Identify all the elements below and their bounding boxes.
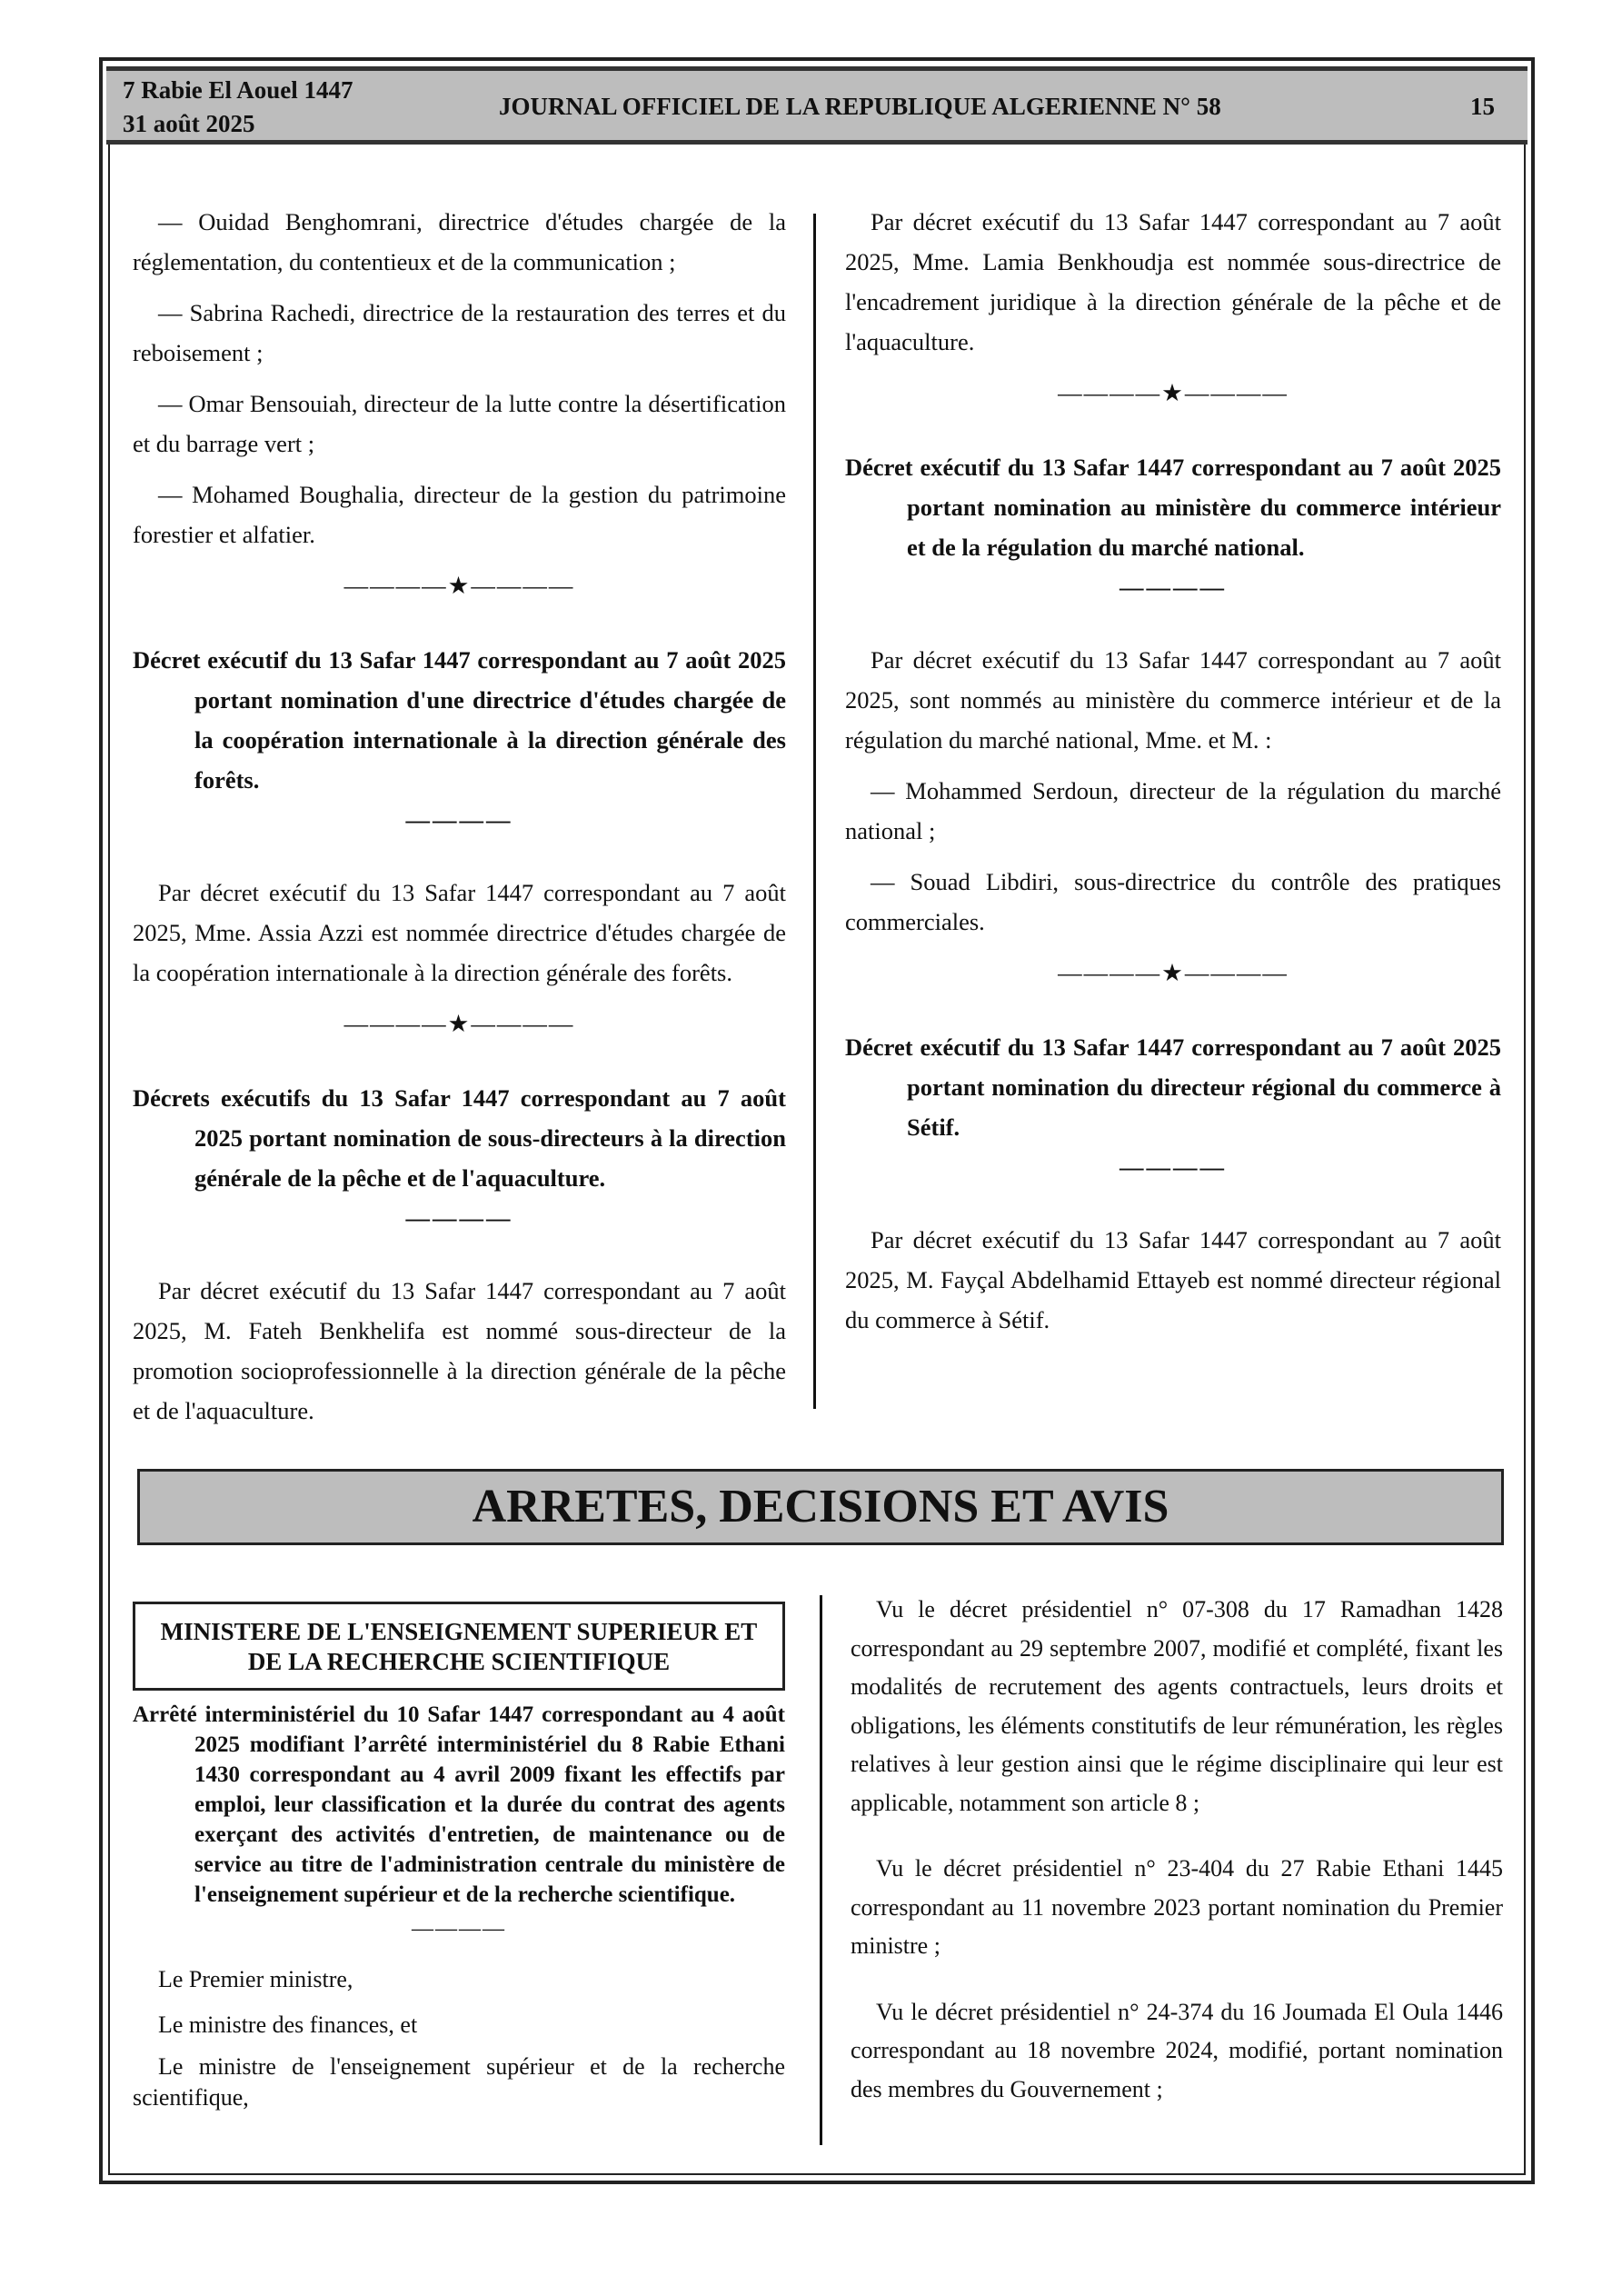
column-divider bbox=[813, 214, 816, 1409]
page-number: 15 bbox=[1470, 93, 1495, 120]
top-right-column bbox=[845, 202, 1501, 1351]
section-banner: ARRETES, DECISIONS ET AVIS bbox=[137, 1469, 1504, 1545]
separator: ———— bbox=[1119, 574, 1227, 601]
gregorian-date: 31 août 2025 bbox=[123, 110, 255, 137]
paragraph: Par décret exécutif du 13 Safar 1447 correspondant au 7 août 2025, M. Fateh Benkhelifa est nommé sous-directeur de la promotion socioprofessionnelle à la direction générale de la pêche et de l'aquaculture. bbox=[133, 1277, 786, 1424]
paragraph: Par décret exécutif du 13 Safar 1447 correspondant au 7 août 2025, sont nommés au ministère du commerce intérieur et de la régulation du marché national, Mme. et M. : bbox=[845, 646, 1501, 754]
separator: ————★———— bbox=[343, 1010, 575, 1037]
decree-title: Décret exécutif du 13 Safar 1447 correspondant au 7 août 2025 portant nomination d'une directrice d'études chargée de la coopération internationale à la direction générale des forêts. bbox=[133, 646, 786, 794]
paragraph: Par décret exécutif du 13 Safar 1447 correspondant au 7 août 2025, Mme. Lamia Benkhoudja est nommée sous-directrice de l'encadrement juridique à la direction générale de la pêche et de l'aquaculture. bbox=[845, 208, 1501, 355]
paragraph: Le ministre des finances, et bbox=[158, 2011, 418, 2038]
paragraph: Par décret exécutif du 13 Safar 1447 correspondant au 7 août 2025, Mme. Assia Azzi est nommée directrice d'études chargée de la coopération internationale à la direction générale des forêts. bbox=[133, 879, 786, 986]
paragraph: — Mohamed Boughalia, directeur de la gestion du patrimoine forestier et alfatier. bbox=[133, 481, 786, 548]
paragraph: — Sabrina Rachedi, directrice de la restauration des terres et du reboisement ; bbox=[133, 299, 786, 366]
paragraph: — Souad Libdiri, sous-directrice du contrôle des pratiques commerciales. bbox=[845, 868, 1501, 935]
journal-header bbox=[106, 66, 1527, 145]
journal-title: JOURNAL OFFICIEL DE LA REPUBLIQUE ALGERIENNE N° 58 bbox=[499, 93, 1221, 120]
decree-title: Décrets exécutifs du 13 Safar 1447 correspondant au 7 août 2025 portant nomination de sous-directeurs à la direction générale de la pêche et de l'aquaculture. bbox=[133, 1084, 786, 1192]
separator: ————★———— bbox=[1058, 379, 1289, 406]
decree-title: Décret exécutif du 13 Safar 1447 correspondant au 7 août 2025 portant nomination du directeur régional du commerce à Sétif. bbox=[845, 1033, 1501, 1141]
paragraph: Le ministre de l'enseignement supérieur et de la recherche scientifique, bbox=[133, 2053, 785, 2111]
paragraph: Vu le décret présidentiel n° 23-404 du 27 Rabie Ethani 1445 correspondant au 11 novembre 2023 portant nomination du Premier ministre ; bbox=[851, 1855, 1503, 1959]
decree-title: Décret exécutif du 13 Safar 1447 correspondant au 7 août 2025 portant nomination au ministère du commerce intérieur et de la régulation du marché national. bbox=[845, 454, 1501, 561]
hijri-date: 7 Rabie El Aouel 1447 bbox=[123, 76, 353, 104]
ministry-heading: MINISTERE DE L'ENSEIGNEMENT SUPERIEUR ET DE LA RECHERCHE SCIENTIFIQUE bbox=[133, 1602, 785, 1691]
paragraph: Vu le décret présidentiel n° 24-374 du 16 Joumada El Oula 1446 correspondant au 18 novembre 2024, modifié, portant nomination des membres du Gouvernement ; bbox=[851, 1998, 1503, 2102]
bottom-right-column bbox=[851, 1591, 1503, 2136]
separator: ————★———— bbox=[343, 572, 575, 599]
column-divider bbox=[820, 1595, 822, 2145]
top-left-column bbox=[133, 202, 786, 1442]
bottom-left-column bbox=[133, 1602, 785, 2121]
paragraph: — Omar Bensouiah, directeur de la lutte contre la désertification et du barrage vert ; bbox=[133, 390, 786, 457]
separator: ———— bbox=[405, 1204, 513, 1232]
paragraph: Vu le décret présidentiel n° 07-308 du 17 Ramadhan 1428 correspondant au 29 septembre 2007, modifié et complété, fixant les modalités de recrutement des agents contractuels, leurs droits et obligations, les éléments constitutifs de leur rémunération, les règles relatives à leur gestion ainsi que le régime disciplinaire qui leur est applicable, notamment son article 8 ; bbox=[851, 1596, 1503, 1816]
paragraph: — Mohammed Serdoun, directeur de la régulation du marché national ; bbox=[845, 777, 1501, 844]
paragraph: Le Premier ministre, bbox=[158, 1966, 353, 1992]
separator: ———— bbox=[412, 1917, 506, 1941]
arrete-title: Arrêté interministériel du 10 Safar 1447 correspondant au 4 août 2025 modifiant l’arrêté interministériel du 8 Rabie Ethani 1430 correspondant au 4 avril 2009 fixant les effectifs par emploi, leur classification et la durée du contrat des agents exerçant des activités d'entretien, de maintenance ou de service au titre de l'administration centrale du ministère de l'enseignement supérieur et de la recherche scientifique. bbox=[133, 1702, 785, 1907]
separator: ———— bbox=[405, 806, 513, 834]
separator: ———— bbox=[1119, 1153, 1227, 1181]
paragraph: Par décret exécutif du 13 Safar 1447 correspondant au 7 août 2025, M. Fayçal Abdelhamid Ettayeb est nommé directeur régional du commerce à Sétif. bbox=[845, 1226, 1501, 1333]
paragraph: — Ouidad Benghomrani, directrice d'études chargée de la réglementation, du contentieux et de la communication ; bbox=[133, 208, 786, 275]
separator: ————★———— bbox=[1058, 959, 1289, 986]
